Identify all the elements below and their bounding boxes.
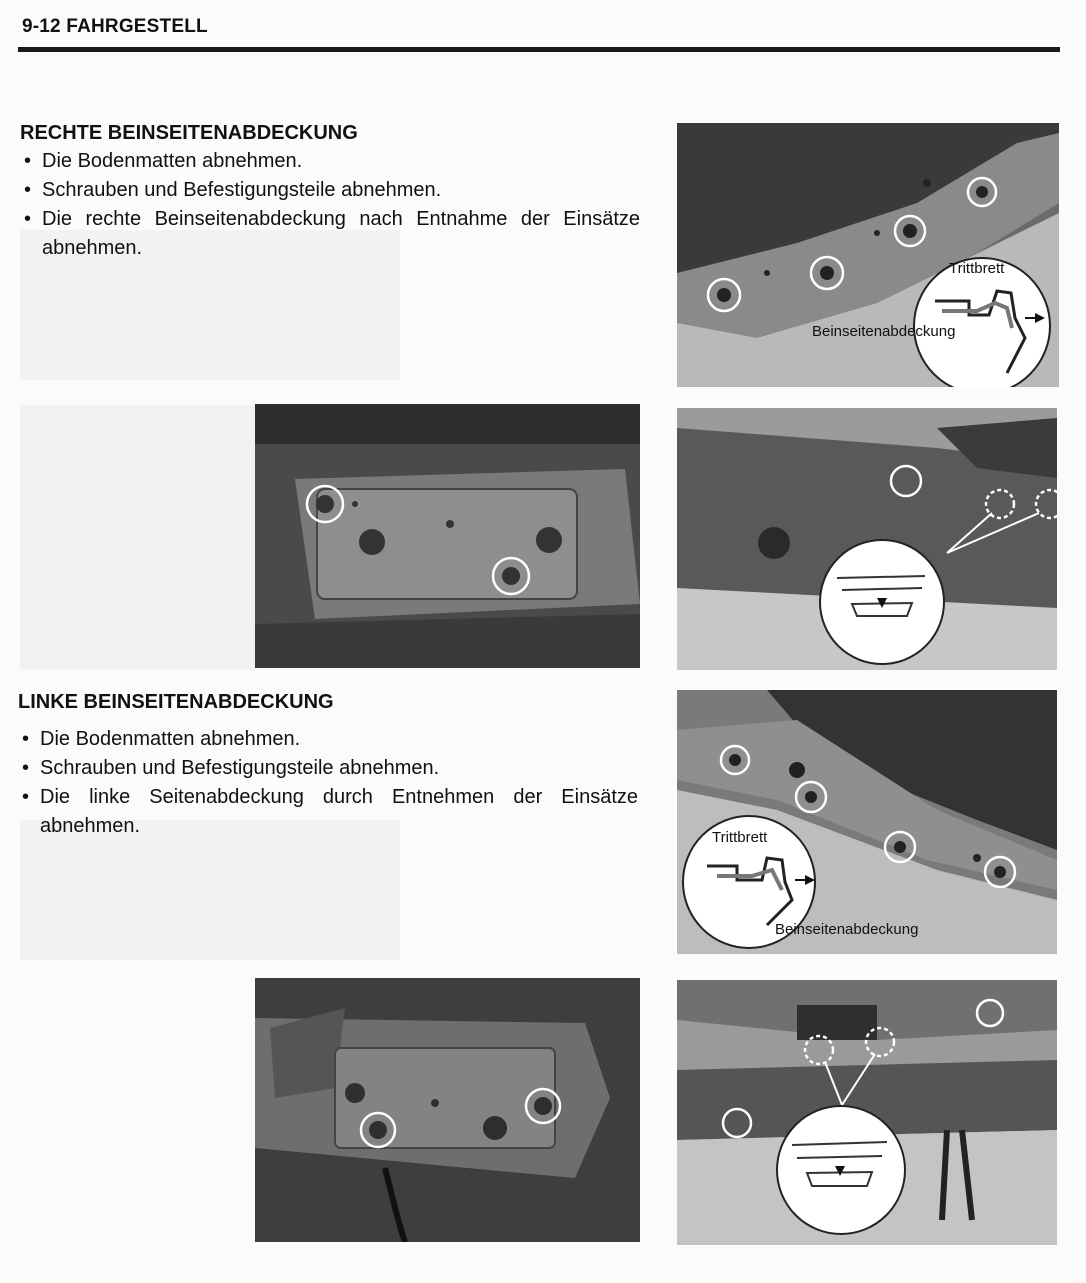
header-rule xyxy=(18,47,1060,52)
photo-right-footboard-screws xyxy=(677,123,1059,387)
list-item: • Die Bodenmatten abnehmen. xyxy=(18,725,638,754)
step-list-right-cover xyxy=(20,147,640,263)
photo-left-footboard-screws xyxy=(677,690,1057,954)
photo-left-cover-plate xyxy=(255,978,640,1242)
photo-right-cover-plate xyxy=(255,404,640,668)
list-item: • Die rechte Beinseitenabdeckung nach Entnahme der Einsätze abnehmen. xyxy=(20,205,640,263)
list-item: • Schrauben und Befestigungsteile abnehmen. xyxy=(18,754,638,783)
list-item: • Die Bodenmatten abnehmen. xyxy=(20,147,640,176)
photo-left-side-inserts xyxy=(677,980,1057,1245)
list-item: • Schrauben und Befestigungsteile abnehmen. xyxy=(20,176,640,205)
label-leg-cover: Beinseitenabdeckung xyxy=(812,323,956,340)
list-item: • Die linke Seitenabdeckung durch Entnehmen der Einsätze abnehmen. xyxy=(18,783,638,841)
label-footboard: Trittbrett xyxy=(949,260,1005,277)
step-list-left-cover xyxy=(18,725,638,841)
section-title-right-cover: RECHTE BEINSEITENABDECKUNG xyxy=(20,122,358,144)
label-leg-cover: Beinseitenabdeckung xyxy=(775,921,919,938)
section-title-left-cover: LINKE BEINSEITENABDECKUNG xyxy=(18,691,334,713)
background-showthrough xyxy=(20,820,400,960)
label-footboard: Trittbrett xyxy=(712,829,768,846)
photo-right-side-inserts xyxy=(677,408,1057,670)
background-showthrough xyxy=(20,405,255,670)
page-header: 9-12 FAHRGESTELL xyxy=(22,16,208,37)
